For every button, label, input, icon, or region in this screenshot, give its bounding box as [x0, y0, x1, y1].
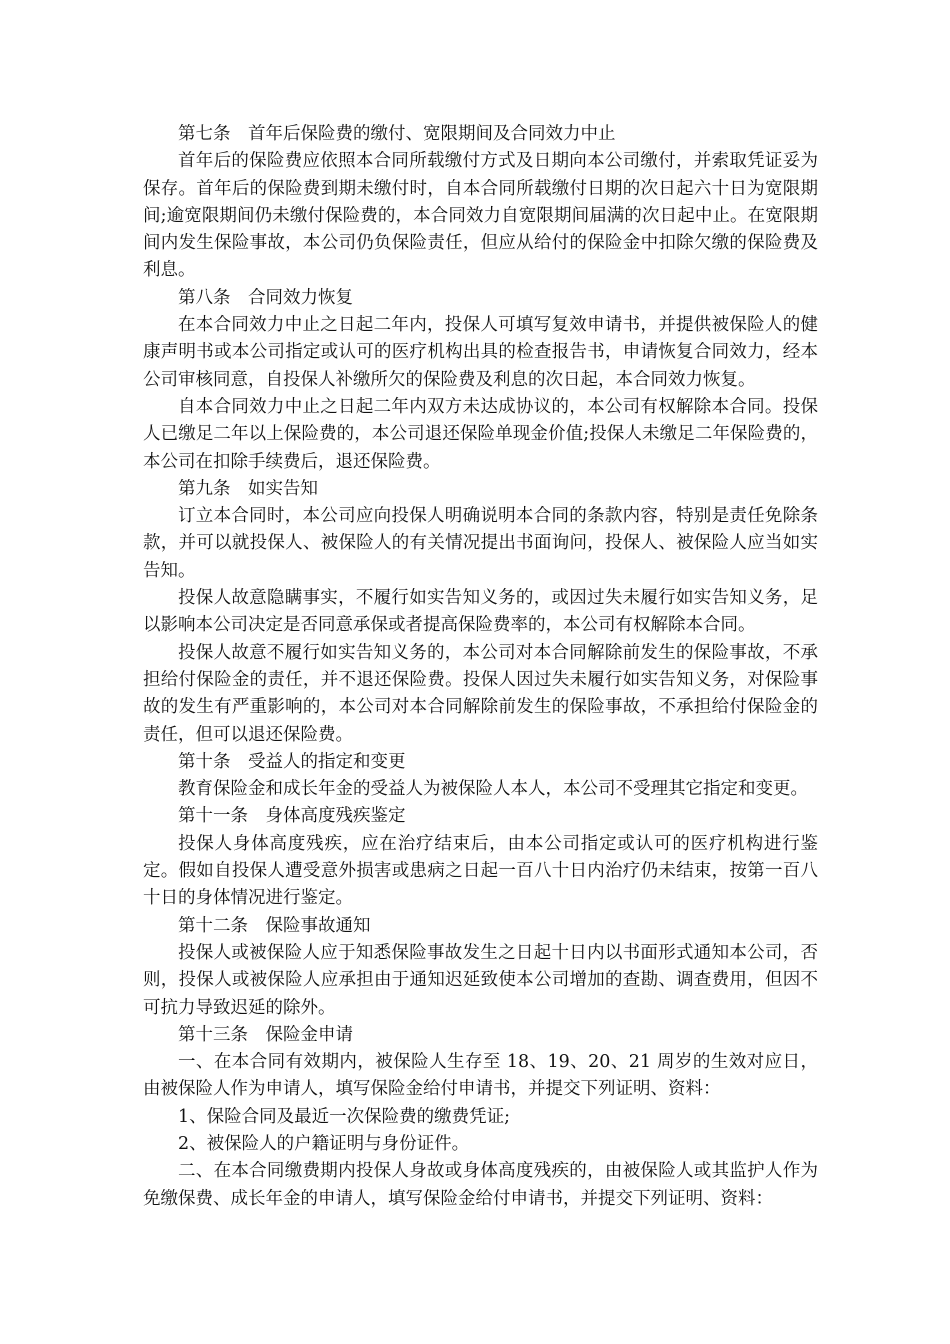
article-13-item-1: 1、保险合同及最近一次保险费的缴费凭证;: [178, 1106, 511, 1127]
article-11-heading: 第十一条 身体高度残疾鉴定: [178, 806, 406, 827]
article-13-item-2: 2、被保险人的户籍证明与身份证件。: [178, 1133, 470, 1154]
article-8-paragraph-1: 在本合同效力中止之日起二年内，投保人可填写复效申请书，并提供被保险人的健康声明书或本公司指定或认可的医疗机构出具的检查报告书，申请恢复合同效力，经本公司审核同意，自投保人补缴所欠的保险费及利息的次日起，本合同效力恢复。: [143, 315, 818, 390]
article-7-heading: 第七条 首年后保险费的缴付、宽限期间及合同效力中止: [178, 124, 616, 144]
article-12-heading: 第十二条 保险事故通知: [178, 915, 371, 936]
article-11-paragraph-1: 投保人身体高度残疾，应在治疗结束后，由本公司指定或认可的医疗机构进行鉴定。假如自投保人遭受意外损害或患病之日起一百八十日内治疗仍未结束，按第一百八十日的身体情况进行鉴定。: [143, 833, 818, 909]
article-9-heading: 第九条 如实告知: [178, 478, 318, 499]
article-8-paragraph-2: 自本合同效力中止之日起二年内双方未达成协议的，本公司有权解除本合同。投保人已缴足二年以上保险费的，本公司退还保险单现金价值;投保人未缴足二年保险费的，本公司在扣除手续费后，退还保险费。: [143, 396, 818, 472]
article-8-heading: 第八条 合同效力恢复: [178, 287, 353, 308]
article-10-heading: 第十条 受益人的指定和变更: [178, 751, 406, 772]
article-10-paragraph-1: 教育保险金和成长年金的受益人为被保险人本人，本公司不受理其它指定和变更。: [178, 779, 808, 800]
article-13-heading: 第十三条 保险金申请: [178, 1024, 353, 1045]
document-body: [143, 121, 818, 1213]
article-9-paragraph-1: 订立本合同时，本公司应向投保人明确说明本合同的条款内容，特别是责任免除条款，并可以就投保人、被保险人的有关情况提出书面询问，投保人、被保险人应当如实告知。: [143, 506, 818, 581]
article-12-paragraph-1: 投保人或被保险人应于知悉保险事故发生之日起十日内以书面形式通知本公司，否则，投保人或被保险人应承担由于通知迟延致使本公司增加的查勘、调查费用，但因不可抗力导致迟延的除外。: [143, 942, 818, 1018]
article-13-paragraph-2: 二、在本合同缴费期内投保人身故或身体高度残疾的，由被保险人或其监护人作为免缴保费、成长年金的申请人，填写保险金给付申请书，并提交下列证明、资料：: [143, 1161, 818, 1209]
article-9-paragraph-3: 投保人故意不履行如实告知义务的，本公司对本合同解除前发生的保险事故，不承担给付保险金的责任，并不退还保险费。投保人因过失未履行如实告知义务，对保险事故的发生有严重影响的，本公司对本合同解除前发生的保险事故，不承担给付保险金的责任，但可以退还保险费。: [143, 642, 818, 745]
article-13-paragraph-1: 一、在本合同有效期内，被保险人生存至 18、19、20、21 周岁的生效对应日，由被保险人作为申请人，填写保险金给付申请书，并提交下列证明、资料：: [143, 1052, 818, 1100]
article-9-paragraph-2: 投保人故意隐瞒事实，不履行如实告知义务的，或因过失未履行如实告知义务，足以影响本公司决定是否同意承保或者提高保险费率的，本公司有权解除本合同。: [143, 588, 818, 636]
article-7-paragraph-1: 首年后的保险费应依照本合同所载缴付方式及日期向本公司缴付，并索取凭证妥为保存。首年后的保险费到期未缴付时，自本合同所载缴付日期的次日起六十日为宽限期间;逾宽限期间仍未缴付保险费的，本合同效力自宽限期间届满的次日起中止。在宽限期间内发生保险事故，本公司仍负保险责任，但应从给付的保险金中扣除欠缴的保险费及利息。: [143, 151, 818, 281]
